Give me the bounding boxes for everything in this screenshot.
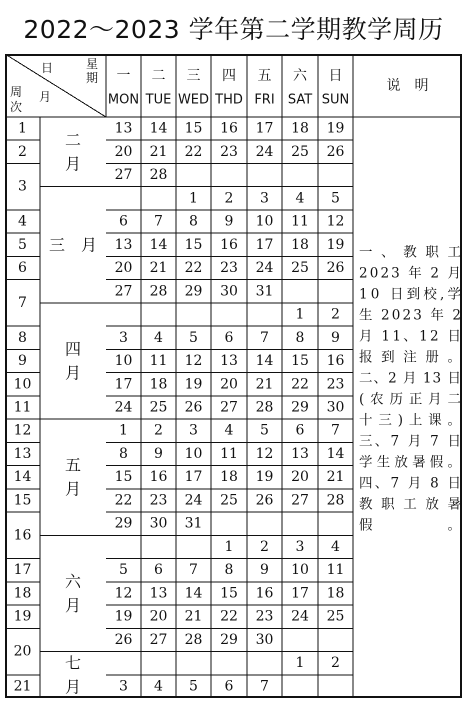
weekday-header-cn: 五 <box>257 68 272 84</box>
date-cell: 24 <box>114 399 133 416</box>
date-cell: 10 <box>114 353 133 370</box>
weekday-header-cn: 一 <box>116 68 131 84</box>
date-cell: 20 <box>149 608 168 625</box>
date-cell: 18 <box>291 236 309 253</box>
date-cell: 26 <box>326 143 345 160</box>
week-number: 11 <box>13 399 32 416</box>
date-cell: 14 <box>255 353 274 370</box>
weekday-header-cn: 二 <box>151 68 166 84</box>
week-number: 2 <box>18 143 27 160</box>
date-cell: 3 <box>119 678 128 695</box>
date-cell: 13 <box>114 236 133 253</box>
notes-line: 三、7 月 7 日 <box>359 433 461 450</box>
date-cell: 11 <box>291 213 309 230</box>
weekday-header-en: MON <box>107 92 140 108</box>
date-cell: 21 <box>255 376 274 393</box>
date-cell: 25 <box>220 492 238 509</box>
weekday-header-en: THD <box>215 92 243 108</box>
date-cell: 29 <box>220 631 238 648</box>
week-number: 18 <box>13 585 32 602</box>
date-cell: 3 <box>189 422 198 439</box>
date-cell: 17 <box>291 585 309 602</box>
date-cell: 23 <box>220 143 238 160</box>
date-cell: 17 <box>114 376 133 393</box>
date-cell: 12 <box>326 213 345 230</box>
week-number: 20 <box>13 643 32 660</box>
date-cell: 17 <box>184 469 203 486</box>
date-cell: 2 <box>224 190 234 207</box>
notes-header: 说 明 <box>386 78 429 94</box>
date-cell: 10 <box>255 213 274 230</box>
month-label: 月 <box>64 479 82 499</box>
week-number: 1 <box>18 120 27 137</box>
notes-line: 一、教职工 <box>359 244 461 261</box>
weekday-header-cn: 六 <box>293 68 307 84</box>
date-cell: 25 <box>326 608 345 625</box>
weekday-header-cn: 三 <box>186 68 201 84</box>
month-label: 四 <box>64 339 82 359</box>
date-cell: 12 <box>114 585 133 602</box>
date-cell: 2 <box>260 538 269 555</box>
month-label: 六 <box>64 571 82 591</box>
date-cell: 22 <box>291 376 309 393</box>
date-cell: 3 <box>260 190 269 207</box>
date-cell: 30 <box>220 283 238 300</box>
week-number: 17 <box>13 562 32 579</box>
week-number: 21 <box>13 678 32 695</box>
corner-weekday-label: 期 <box>85 71 99 85</box>
weekday-header-en: SAT <box>287 92 313 108</box>
week-number: 6 <box>18 260 27 277</box>
date-cell: 4 <box>331 538 340 555</box>
date-cell: 11 <box>220 445 238 462</box>
date-cell: 24 <box>255 260 274 277</box>
weekday-header-cn: 四 <box>222 68 236 84</box>
date-cell: 1 <box>224 538 234 555</box>
date-cell: 30 <box>326 399 345 416</box>
date-cell: 22 <box>184 260 203 277</box>
weekday-header-en: SUN <box>321 92 350 108</box>
date-cell: 5 <box>331 190 340 207</box>
month-label: 七 <box>64 653 82 673</box>
notes-line: 教职工放暑 <box>359 496 461 513</box>
date-cell: 11 <box>326 562 345 579</box>
week-number: 10 <box>13 376 32 393</box>
corner-week-label: 次 <box>9 100 23 114</box>
date-cell: 5 <box>189 678 198 695</box>
weekday-header-en: WED <box>177 92 210 108</box>
notes-line: (农历正月二 <box>359 391 461 408</box>
date-cell: 13 <box>149 585 168 602</box>
notes-line: 2023 年 2 月 <box>359 265 461 282</box>
weekday-header-en: TUE <box>145 92 172 108</box>
date-cell: 23 <box>149 492 168 509</box>
date-cell: 16 <box>149 469 168 486</box>
date-cell: 21 <box>326 469 345 486</box>
date-cell: 27 <box>114 167 133 184</box>
date-cell: 1 <box>189 190 198 207</box>
date-cell: 20 <box>220 376 238 393</box>
date-cell: 20 <box>114 143 133 160</box>
date-cell: 25 <box>149 399 168 416</box>
date-cell: 6 <box>224 329 234 346</box>
date-cell: 12 <box>184 353 203 370</box>
date-cell: 27 <box>291 492 309 509</box>
date-cell: 2 <box>154 422 163 439</box>
date-cell: 18 <box>149 376 168 393</box>
date-cell: 19 <box>255 469 274 486</box>
date-cell: 18 <box>291 120 309 137</box>
week-number: 4 <box>18 213 27 230</box>
notes-line: 假。 <box>359 517 461 534</box>
notes-line: 学生放暑假。 <box>359 454 461 471</box>
date-cell: 7 <box>331 422 340 439</box>
date-cell: 14 <box>184 585 203 602</box>
date-cell: 1 <box>295 306 305 323</box>
month-label: 三 月 <box>48 235 98 255</box>
date-cell: 18 <box>220 469 238 486</box>
date-cell: 28 <box>255 399 274 416</box>
date-cell: 13 <box>114 120 133 137</box>
corner-week-label: 周 <box>9 85 23 99</box>
date-cell: 6 <box>119 213 128 230</box>
week-number: 14 <box>13 469 32 486</box>
notes-line: 四、7 月 8 日 <box>359 475 461 492</box>
date-cell: 9 <box>154 445 163 462</box>
date-cell: 28 <box>184 631 203 648</box>
date-cell: 9 <box>331 329 340 346</box>
date-cell: 27 <box>114 283 133 300</box>
month-label: 二 <box>64 130 82 150</box>
date-cell: 15 <box>291 353 309 370</box>
week-number: 3 <box>18 178 27 195</box>
date-cell: 3 <box>119 329 128 346</box>
month-label: 月 <box>64 595 82 615</box>
date-cell: 2 <box>331 655 340 672</box>
date-cell: 19 <box>114 608 133 625</box>
date-cell: 21 <box>149 260 168 277</box>
teaching-calendar-table <box>5 54 462 698</box>
date-cell: 16 <box>326 353 345 370</box>
date-cell: 23 <box>326 376 345 393</box>
week-number: 12 <box>13 422 32 439</box>
corner-month-label: 月 <box>38 90 52 104</box>
month-label: 月 <box>64 363 82 383</box>
date-cell: 26 <box>326 260 345 277</box>
date-cell: 12 <box>255 445 274 462</box>
date-cell: 7 <box>189 562 198 579</box>
date-cell: 21 <box>184 608 203 625</box>
date-cell: 25 <box>291 260 309 277</box>
date-cell: 28 <box>326 492 345 509</box>
date-cell: 18 <box>326 585 345 602</box>
date-cell: 8 <box>295 329 305 346</box>
date-cell: 15 <box>184 236 203 253</box>
week-number: 8 <box>18 329 27 346</box>
date-cell: 10 <box>184 445 203 462</box>
corner-weekday-label: 星 <box>85 57 99 71</box>
date-cell: 29 <box>184 283 203 300</box>
date-cell: 16 <box>220 120 238 137</box>
date-cell: 27 <box>149 631 168 648</box>
date-cell: 30 <box>255 631 274 648</box>
date-cell: 3 <box>295 538 305 555</box>
month-label: 五 <box>64 455 82 475</box>
date-cell: 13 <box>291 445 309 462</box>
date-cell: 28 <box>149 283 168 300</box>
date-cell: 22 <box>184 143 203 160</box>
date-cell: 4 <box>154 678 163 695</box>
date-cell: 22 <box>114 492 133 509</box>
date-cell: 20 <box>114 260 133 277</box>
date-cell: 4 <box>224 422 234 439</box>
corner-day-label: 日 <box>40 61 54 75</box>
month-label: 月 <box>64 154 82 174</box>
date-cell: 5 <box>189 329 198 346</box>
date-cell: 8 <box>119 445 128 462</box>
week-number: 16 <box>13 527 32 544</box>
date-cell: 16 <box>255 585 274 602</box>
week-number: 15 <box>13 492 32 509</box>
date-cell: 16 <box>220 236 238 253</box>
notes-line: 10 日到校,学 <box>359 286 461 303</box>
date-cell: 19 <box>326 120 345 137</box>
date-cell: 13 <box>220 353 238 370</box>
date-cell: 24 <box>184 492 203 509</box>
date-cell: 10 <box>291 562 309 579</box>
date-cell: 8 <box>224 562 234 579</box>
notes-line: 报到注册。 <box>359 349 461 366</box>
notes-line: 月 11、12 日 <box>359 328 461 345</box>
date-cell: 29 <box>114 515 133 532</box>
date-cell: 2 <box>331 306 340 323</box>
date-cell: 14 <box>149 120 168 137</box>
date-cell: 23 <box>255 608 274 625</box>
week-number: 13 <box>13 445 32 462</box>
date-cell: 19 <box>326 236 345 253</box>
date-cell: 17 <box>255 236 274 253</box>
date-cell: 31 <box>255 283 274 300</box>
date-cell: 15 <box>184 120 203 137</box>
notes-line: 生 2023 年 2 <box>359 307 461 324</box>
date-cell: 27 <box>220 399 238 416</box>
date-cell: 6 <box>154 562 163 579</box>
date-cell: 9 <box>224 213 234 230</box>
date-cell: 25 <box>291 143 309 160</box>
date-cell: 26 <box>255 492 274 509</box>
date-cell: 20 <box>291 469 309 486</box>
date-cell: 5 <box>260 422 269 439</box>
date-cell: 17 <box>255 120 274 137</box>
date-cell: 6 <box>295 422 305 439</box>
month-label: 月 <box>64 677 82 697</box>
date-cell: 8 <box>189 213 198 230</box>
date-cell: 9 <box>260 562 269 579</box>
week-number: 19 <box>13 608 32 625</box>
date-cell: 6 <box>224 678 234 695</box>
date-cell: 26 <box>114 631 133 648</box>
week-number: 7 <box>18 294 27 311</box>
date-cell: 5 <box>119 562 128 579</box>
date-cell: 1 <box>295 655 305 672</box>
date-cell: 15 <box>114 469 133 486</box>
date-cell: 4 <box>154 329 163 346</box>
week-number: 5 <box>18 236 27 253</box>
date-cell: 26 <box>184 399 203 416</box>
date-cell: 19 <box>184 376 203 393</box>
date-cell: 15 <box>220 585 238 602</box>
date-cell: 29 <box>291 399 309 416</box>
date-cell: 30 <box>149 515 168 532</box>
date-cell: 1 <box>119 422 128 439</box>
date-cell: 28 <box>149 167 168 184</box>
date-cell: 7 <box>260 329 269 346</box>
notes-line: 二、2 月 13 日 <box>359 370 461 387</box>
date-cell: 31 <box>184 515 203 532</box>
date-cell: 24 <box>291 608 309 625</box>
notes-line: 十三)上课。 <box>359 412 461 429</box>
date-cell: 24 <box>255 143 274 160</box>
weekday-header-en: FRI <box>254 92 275 108</box>
date-cell: 7 <box>260 678 269 695</box>
date-cell: 23 <box>220 260 238 277</box>
weekday-header-cn: 日 <box>328 68 343 84</box>
date-cell: 21 <box>149 143 168 160</box>
page-title: 2022～2023 学年第二学期教学周历 <box>23 15 444 44</box>
date-cell: 4 <box>295 190 305 207</box>
week-number: 9 <box>18 353 27 370</box>
date-cell: 11 <box>149 353 168 370</box>
date-cell: 22 <box>220 608 238 625</box>
date-cell: 14 <box>326 445 345 462</box>
date-cell: 14 <box>149 236 168 253</box>
date-cell: 7 <box>154 213 163 230</box>
